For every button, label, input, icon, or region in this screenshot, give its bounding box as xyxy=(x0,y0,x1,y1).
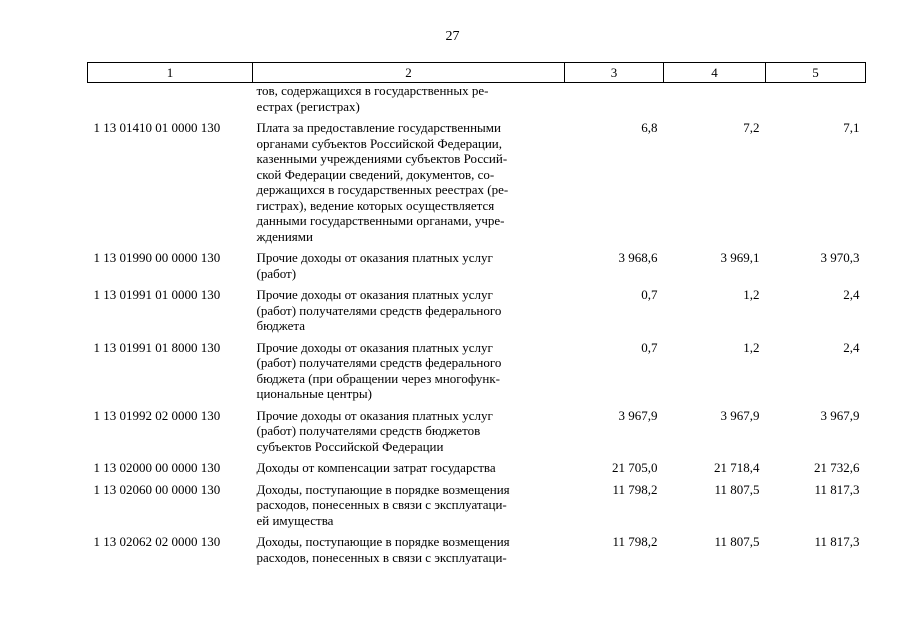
description-line: субъектов Российской Федерации xyxy=(256,438,444,454)
description-line: бюджета xyxy=(256,318,305,333)
row-value-year-2: 1,2 xyxy=(743,339,760,355)
row-description xyxy=(253,83,565,121)
row-value-year-1: 3 968,6 xyxy=(618,250,658,265)
page-number: 27 xyxy=(445,29,460,44)
row-value-year-1: 0,7 xyxy=(641,287,658,302)
row-code: 1 13 01990 00 0000 130 xyxy=(93,250,221,265)
row-value-year-3: 3 970,3 xyxy=(820,250,860,265)
row-value-year-2: 11 807,5 xyxy=(714,481,760,497)
row-value-year-2: 1,2 xyxy=(743,287,760,302)
table-row xyxy=(88,460,866,482)
table-row xyxy=(88,250,866,287)
description-line: ей имущества xyxy=(256,512,334,528)
description-line: (работ) получателями средств бюджетов xyxy=(256,423,481,438)
row-value-year-3 xyxy=(766,83,866,121)
row-value-year-2: 21 718,4 xyxy=(714,460,760,475)
row-value-year-3: 11 817,3 xyxy=(814,481,860,497)
description-line: (работ) получателями средств федерального xyxy=(256,302,502,318)
column-header-year-3: 5 xyxy=(766,63,866,83)
row-code: 1 13 01991 01 0000 130 xyxy=(93,287,221,302)
row-value-year-1: 6,8 xyxy=(641,120,658,135)
description-line: бюджета (при обращении через многофунк- xyxy=(256,370,501,386)
row-value-year-3: 2,4 xyxy=(843,287,860,302)
description-line: ждениями xyxy=(256,228,313,244)
description-line: Плата за предоставление государственными xyxy=(256,120,501,135)
row-value-year-1: 3 967,9 xyxy=(618,407,658,423)
description-line: Доходы, поступающие в порядке возмещения xyxy=(256,481,510,497)
row-description xyxy=(253,460,565,482)
description-line: органами субъектов Российской Федерации, xyxy=(256,135,502,151)
column-header-description: 2 xyxy=(253,63,565,83)
row-value-year-3: 7,1 xyxy=(843,120,860,135)
description-line: Прочие доходы от оказания платных услуг xyxy=(256,339,493,355)
column-header-year-2: 4 xyxy=(664,63,766,83)
row-code: 1 13 01992 02 0000 130 xyxy=(93,407,221,423)
row-description xyxy=(253,534,565,571)
revenue-table xyxy=(87,62,866,571)
row-code: 1 13 02060 00 0000 130 xyxy=(93,481,221,497)
column-header-year-1: 3 xyxy=(565,63,664,83)
row-value-year-2: 3 969,1 xyxy=(720,250,760,265)
row-value-year-3: 3 967,9 xyxy=(820,407,860,423)
row-value-year-2 xyxy=(664,83,766,121)
description-line: (работ) xyxy=(256,265,297,281)
row-description xyxy=(253,482,565,535)
table-row xyxy=(88,534,866,571)
table-row xyxy=(88,482,866,535)
row-value-year-3: 2,4 xyxy=(843,339,860,355)
row-description xyxy=(253,408,565,461)
description-line: расходов, понесенных в связи с эксплуатаци- xyxy=(256,549,507,565)
row-value-year-2: 7,2 xyxy=(743,120,760,135)
description-line: гистрах), ведение которых осуществляется xyxy=(256,197,495,213)
description-line: данными государственными органами, учре- xyxy=(256,213,505,228)
description-line: Доходы от компенсации затрат государства xyxy=(256,460,496,475)
row-value-year-1: 11 798,2 xyxy=(612,534,658,549)
description-line: Доходы, поступающие в порядке возмещения xyxy=(256,534,510,549)
table-row xyxy=(88,120,866,250)
table-row xyxy=(88,287,866,340)
column-header-code: 1 xyxy=(88,63,253,83)
description-line: ской Федерации сведений, документов, со- xyxy=(256,166,495,182)
description-line: естрах (регистрах) xyxy=(256,98,360,114)
row-code xyxy=(88,83,253,121)
row-value-year-3: 21 732,6 xyxy=(814,460,860,475)
table-row xyxy=(88,408,866,461)
description-line: тов, содержащихся в государственных ре- xyxy=(256,83,489,98)
row-code: 1 13 01991 01 8000 130 xyxy=(93,339,221,355)
table-header-row xyxy=(88,63,866,83)
row-description xyxy=(253,340,565,408)
row-description xyxy=(253,287,565,340)
row-value-year-1 xyxy=(565,83,664,121)
row-value-year-2: 11 807,5 xyxy=(714,534,760,549)
row-value-year-1: 21 705,0 xyxy=(612,460,658,475)
description-line: держащихся в государственных реестрах (ре- xyxy=(256,182,509,197)
row-value-year-1: 11 798,2 xyxy=(612,481,658,497)
description-line: казенными учреждениями субъектов Россий- xyxy=(256,151,508,166)
row-value-year-2: 3 967,9 xyxy=(720,407,760,423)
row-code: 1 13 01410 01 0000 130 xyxy=(93,120,221,135)
row-value-year-3: 11 817,3 xyxy=(814,534,860,549)
row-code: 1 13 02062 02 0000 130 xyxy=(93,534,221,549)
row-description xyxy=(253,120,565,250)
row-value-year-1: 0,7 xyxy=(641,339,658,355)
description-line: (работ) получателями средств федерального xyxy=(256,355,502,370)
row-code: 1 13 02000 00 0000 130 xyxy=(93,460,221,475)
description-line: циональные центры) xyxy=(256,386,372,401)
description-line: расходов, понесенных в связи с эксплуатаци- xyxy=(256,497,507,512)
description-line: Прочие доходы от оказания платных услуг xyxy=(256,287,493,302)
table-body xyxy=(88,83,866,572)
row-description xyxy=(253,250,565,287)
description-line: Прочие доходы от оказания платных услуг xyxy=(256,250,493,265)
table-row xyxy=(88,340,866,408)
table-row-continuation xyxy=(88,83,866,121)
description-line: Прочие доходы от оказания платных услуг xyxy=(256,407,493,423)
